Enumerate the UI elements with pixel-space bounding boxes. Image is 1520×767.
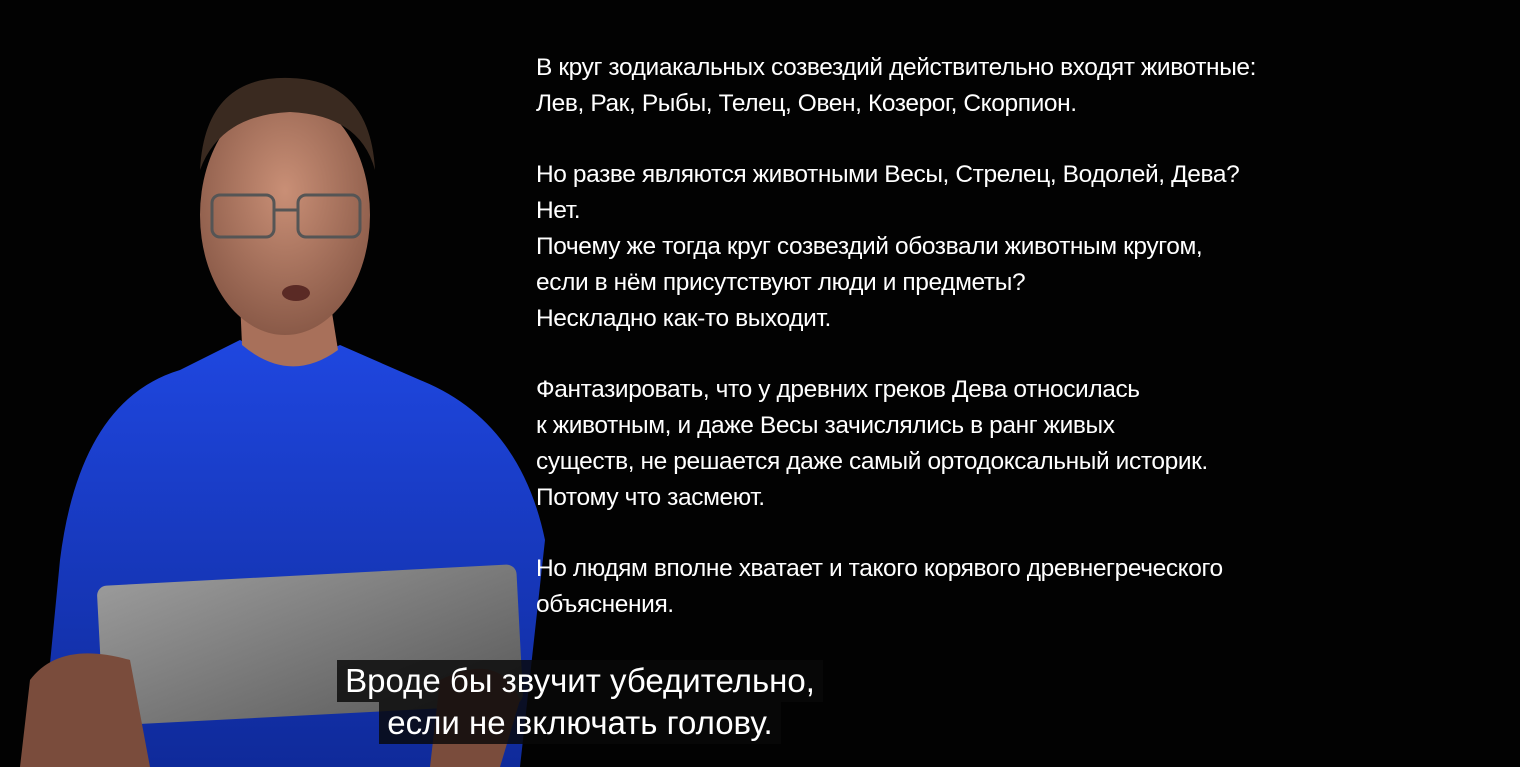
mouth	[282, 285, 310, 301]
subtitle-line: если не включать голову.	[379, 702, 780, 744]
overlay-line: Но разве являются животными Весы, Стрелец, Водолей, Дева?	[536, 161, 1240, 189]
overlay-line: Нескладно как-то выходит.	[536, 304, 831, 332]
overlay-line: Потому что засмеют.	[536, 483, 765, 511]
overlay-paragraph	[536, 372, 1256, 515]
overlay-line: Лев, Рак, Рыбы, Телец, Овен, Козерог, Скорпион.	[536, 89, 1077, 117]
overlay-line: существ, не решается даже самый ортодоксальный историк.	[536, 447, 1208, 475]
overlay-line: Нет.	[536, 197, 581, 225]
overlay-paragraph	[536, 157, 1256, 336]
overlay-line: В круг зодиакальных созвездий действительно входят животные:	[536, 54, 1257, 81]
overlay-line: если в нём присутствуют люди и предметы?	[536, 268, 1026, 296]
subtitles	[0, 660, 1160, 744]
overlay-paragraph	[536, 551, 1256, 623]
overlay-line: к животным, и даже Весы зачислялись в ранг живых	[536, 411, 1115, 439]
overlay-line: Фантазировать, что у древних греков Дева относилась	[536, 376, 1140, 404]
overlay-line: Почему же тогда круг созвездий обозвали животным кругом,	[536, 232, 1203, 260]
overlay-text	[536, 50, 1256, 659]
presenter-image	[0, 0, 620, 767]
overlay-line: объяснения.	[536, 590, 674, 618]
overlay-paragraph	[536, 50, 1256, 122]
subtitle-line: Вроде бы звучит убедительно,	[337, 660, 823, 702]
overlay-line: Но людям вполне хватает и такого корявого древнегреческого	[536, 555, 1223, 583]
